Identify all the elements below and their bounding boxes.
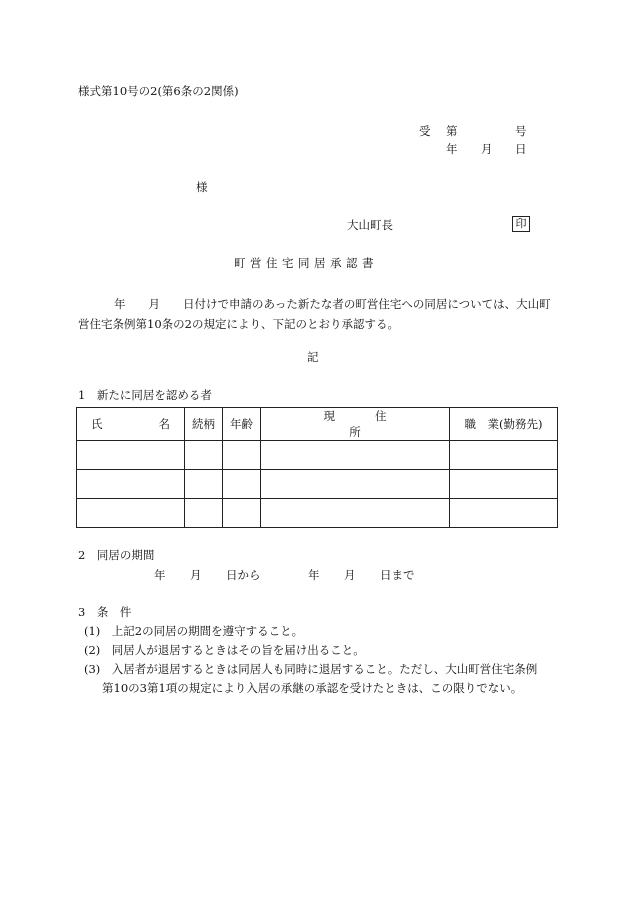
receipt-dai: 第 [446, 124, 458, 138]
section3-heading: 3 条 件 [78, 605, 132, 619]
table-row [77, 499, 558, 528]
cell-relation[interactable] [185, 499, 223, 528]
period-from-month: 月 [190, 568, 202, 582]
section1-heading: 1 新たに同居を認める者 [78, 388, 212, 402]
cell-relation[interactable] [185, 441, 223, 470]
cell-name[interactable] [77, 499, 185, 528]
cell-name[interactable] [77, 470, 185, 499]
ki-marker: 記 [307, 350, 319, 364]
condition-item: (2) 同居人が退居するときはその旨を届け出ること。 [84, 643, 365, 657]
condition-item: (1) 上記2の同居の期間を遵守すること。 [84, 624, 304, 638]
date-year: 年 [446, 142, 458, 156]
date-month: 月 [481, 142, 493, 156]
col-relation: 続柄 [185, 408, 223, 441]
condition-item: (3) 入居者が退居するときは同居人も同時に退居すること。ただし、大山町営住宅条例 [84, 662, 538, 676]
col-name: 氏名 [77, 408, 185, 441]
cell-job[interactable] [450, 499, 558, 528]
cell-age[interactable] [223, 441, 261, 470]
col-job: 職 業(勤務先) [450, 408, 558, 441]
table-row [77, 470, 558, 499]
body-paragraph: 年 月 日付けで申請のあった新たな者の町営住宅への同居については、大山町営住宅条例第10条の2の規定により、下記のとおり承認する。 [78, 297, 551, 331]
col-address: 現住所 [261, 408, 450, 441]
cell-job[interactable] [450, 441, 558, 470]
period-to-day: 日まで [380, 568, 415, 582]
table-row [77, 441, 558, 470]
cell-relation[interactable] [185, 470, 223, 499]
condition-item-continuation: 第10の3第1項の規定により入居の承継の承認を受けたときは、この限りでない。 [102, 681, 523, 695]
section2-heading: 2 同居の期間 [78, 548, 155, 562]
cell-address[interactable] [261, 441, 450, 470]
form-number: 様式第10号の2(第6条の2関係) [78, 84, 239, 98]
cell-address[interactable] [261, 499, 450, 528]
period-from-year: 年 [154, 568, 166, 582]
issuer-name: 大山町長 [347, 218, 393, 232]
table-header-row [77, 408, 558, 441]
period-from-day: 日から [226, 568, 261, 582]
period-to-year: 年 [308, 568, 320, 582]
date-day: 日 [515, 142, 527, 156]
cell-age[interactable] [223, 470, 261, 499]
cell-age[interactable] [223, 499, 261, 528]
cell-name[interactable] [77, 441, 185, 470]
document-title: 町営住宅同居承認書 [234, 256, 378, 270]
receipt-go: 号 [515, 124, 527, 138]
persons-table [76, 407, 558, 528]
cell-job[interactable] [450, 470, 558, 499]
receipt-label: 受 [419, 124, 431, 138]
cell-address[interactable] [261, 470, 450, 499]
seal-stamp: 印 [512, 216, 530, 232]
col-age: 年齢 [223, 408, 261, 441]
addressee-suffix: 様 [196, 180, 208, 194]
period-to-month: 月 [344, 568, 356, 582]
